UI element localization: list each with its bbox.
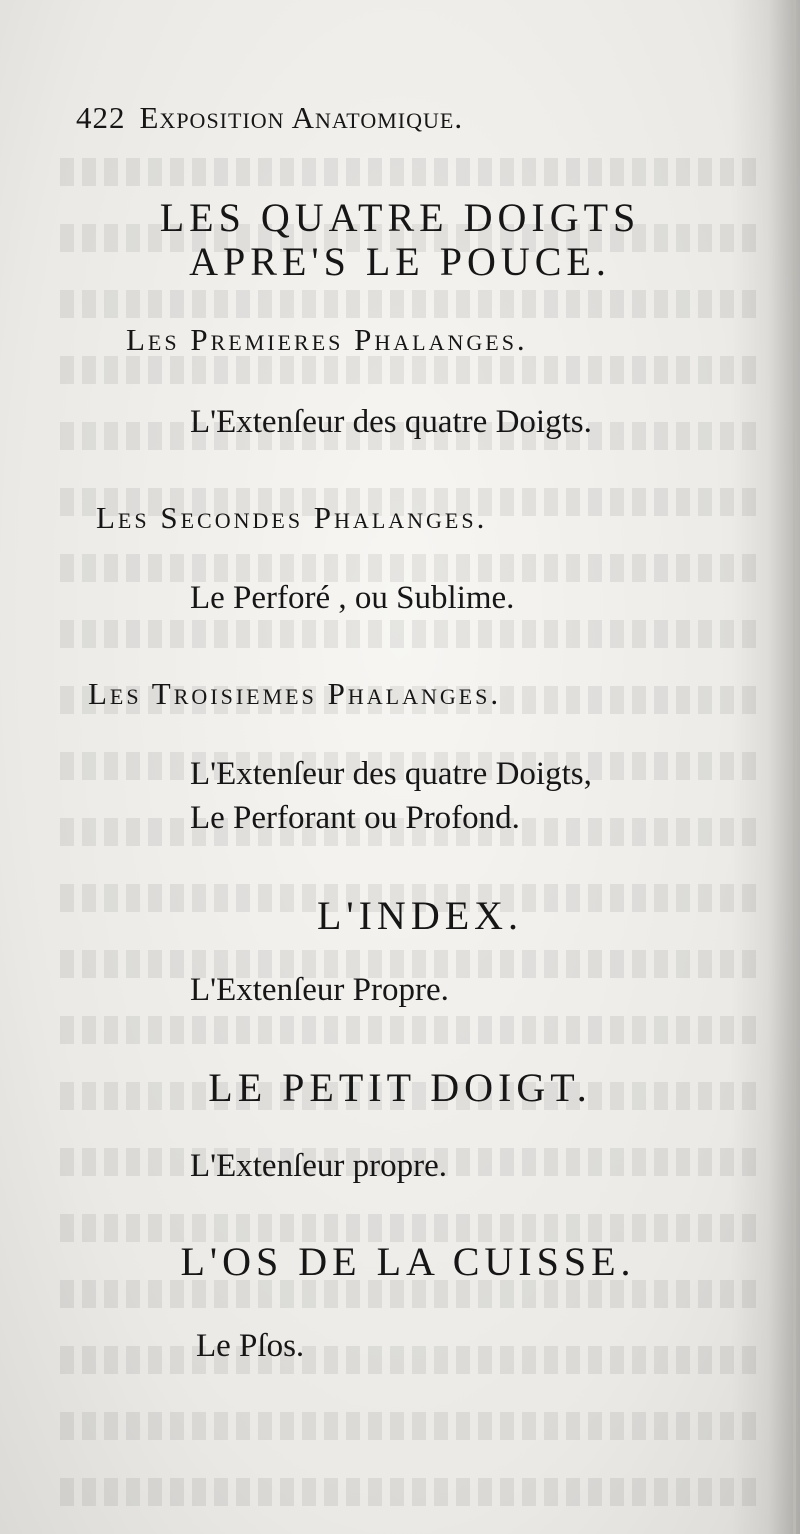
entry-extenseur-propre-index: L'Extenſeur Propre. xyxy=(190,972,449,1008)
page-number: 422 xyxy=(76,100,126,135)
entry-extenseur-propre-petit-doigt: L'Extenſeur propre. xyxy=(190,1148,448,1184)
section-title-petit-doigt: LE PETIT DOIGT. xyxy=(208,1065,592,1110)
entry-extenseur-quatre-doigts-2: L'Extenſeur des quatre Doigts, xyxy=(190,756,592,792)
entry-perforant-profond: Le Perforant ou Profond. xyxy=(190,800,520,836)
section-title-quatre-doigts-line1: LES QUATRE DOIGTS xyxy=(159,195,641,240)
running-head xyxy=(76,100,463,136)
entry-psos: Le Pſos. xyxy=(196,1328,305,1364)
section-title-quatre-doigts-line2: APRE'S LE POUCE. xyxy=(189,239,611,284)
subheading-premieres-phalanges: Les Premieres Phalanges. xyxy=(126,322,528,357)
running-title: Exposition Anatomique. xyxy=(139,100,464,135)
subheading-troisiemes-phalanges: Les Troisiemes Phalanges. xyxy=(88,676,502,711)
entry-extenseur-quatre-doigts: L'Extenſeur des quatre Doigts. xyxy=(190,404,592,440)
section-title-index: L'INDEX. xyxy=(316,893,524,938)
subheading-secondes-phalanges: Les Secondes Phalanges. xyxy=(96,500,488,535)
section-title-os-cuisse: L'OS DE LA CUISSE. xyxy=(180,1239,636,1284)
entry-perfore-sublime: Le Perforé , ou Sublime. xyxy=(190,580,515,616)
